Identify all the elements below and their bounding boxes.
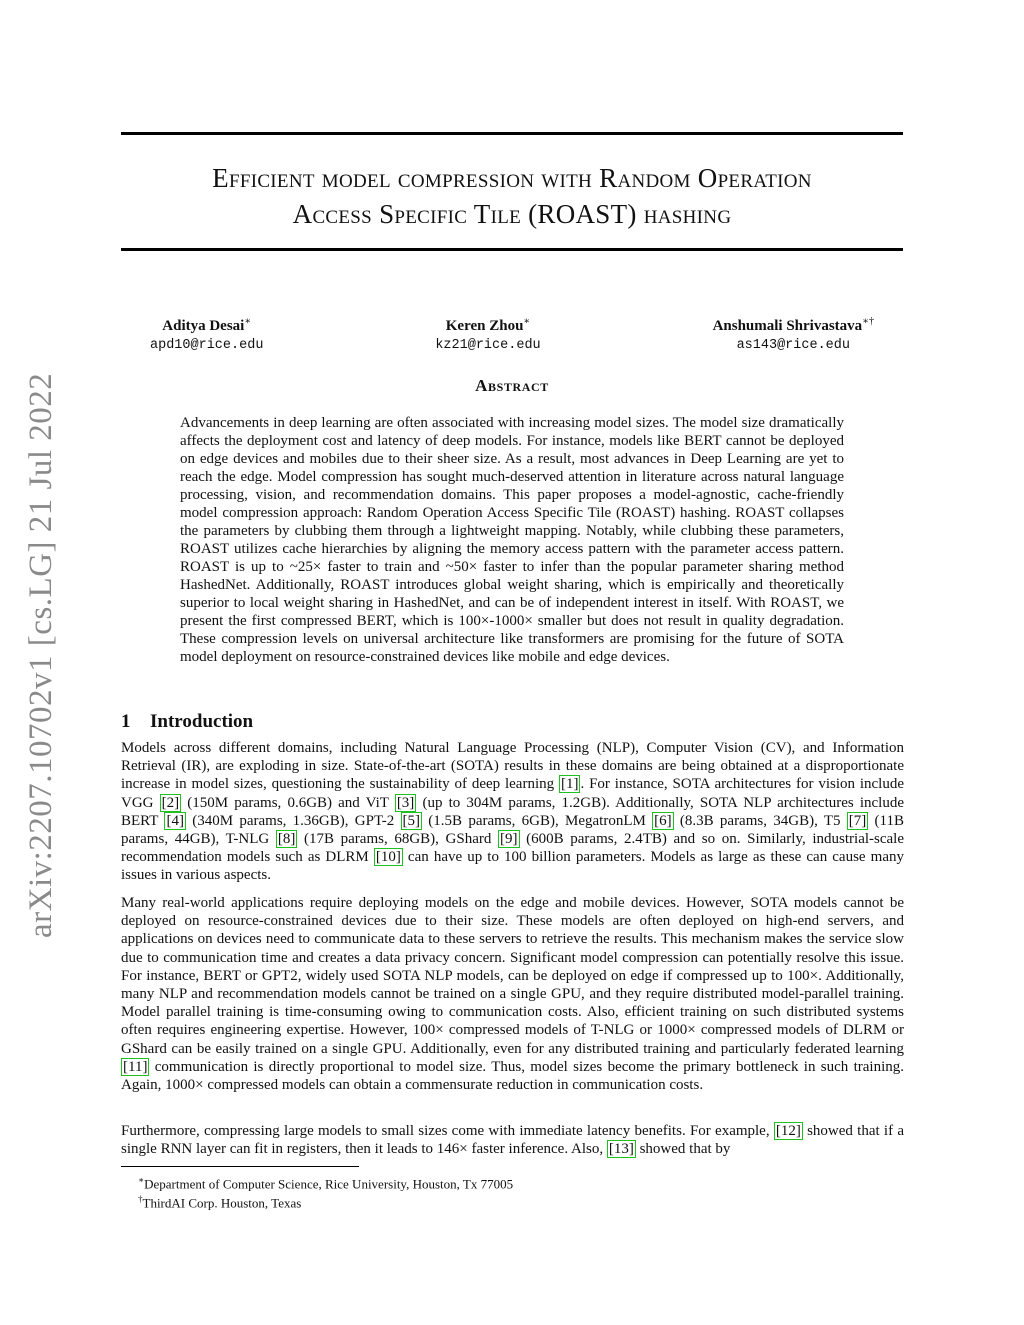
- citation-link[interactable]: [7]: [848, 812, 867, 829]
- section-title: Introduction: [150, 711, 254, 732]
- text-span: Furthermore, compressing large models to small sizes come with immediate latency benefits. For example,: [121, 1123, 774, 1139]
- text-span: Models across different domains, including Natural Language Processing (NLP), Computer Vision (CV), and Information Retrieval (IR), are exploding in size. State-of-the-art (SOTA) results in these domains are being obtained at a disproportionate increase in model sizes, questioning the sustainability of deep learning: [121, 740, 904, 793]
- intro-paragraph-1: [121, 739, 904, 885]
- citation-link[interactable]: [5]: [402, 812, 421, 829]
- footnote-rule: [121, 1166, 359, 1167]
- section-heading-introduction: [121, 711, 253, 733]
- text-span: (150M params, 0.6GB) and ViT: [181, 794, 395, 811]
- citation-link[interactable]: [12]: [775, 1123, 801, 1139]
- citation-link[interactable]: [8]: [277, 831, 296, 848]
- citation-link[interactable]: [6]: [654, 812, 672, 829]
- paper-title: [121, 160, 903, 232]
- footnote-affiliation-1: [138, 1172, 513, 1192]
- footnote-text: ThirdAI Corp. Houston, Texas: [142, 1195, 302, 1211]
- title-bottom-rule: [121, 248, 903, 251]
- citation-link[interactable]: [4]: [166, 812, 184, 829]
- title-line-1: Efficient model compression with Random Operation: [212, 163, 812, 193]
- author-mark: ∗†: [862, 316, 874, 327]
- citation-link[interactable]: [2]: [161, 794, 180, 811]
- abstract-heading: Abstract: [475, 376, 549, 395]
- arxiv-identifier: arXiv:2207.10702v1 [cs.LG] 21 Jul 2022: [23, 372, 59, 938]
- author-email: as143@rice.edu: [736, 338, 850, 353]
- intro-paragraph-2: [121, 894, 904, 1094]
- text-span: (up to 304M params, 1.2GB). Additionally, SOTA NLP architectures include BERT: [121, 794, 905, 829]
- text-span: (1.5B params, 6GB), MegatronLM: [422, 812, 653, 829]
- text-span: (600B params, 2.4TB) and so on. Similarly, industrial-scale recommendation models such as DLRM: [121, 831, 904, 866]
- title-line-2: Access Specific Tile (ROAST) hashing: [292, 199, 732, 229]
- text-span: . For instance, SOTA architectures for vision include VGG: [121, 776, 904, 811]
- citation-link[interactable]: [10]: [375, 849, 401, 866]
- abstract-body: Advancements in deep learning are often associated with increasing model sizes. The model size dramatically affects the deployment cost and latency of deep models. For instance, models like BERT cannot be deployed on edge devices and mobiles due to their sheer size. As a result, most advances in Deep Learning are yet to reach the edge. Model compression has sought much-deserved attention in literature across natural language processing, vision, and recommendation domains. This paper proposes a model-agnostic, cache-friendly model compression approach: Random Operation Access Specific Tile (ROAST) hashing. ROAST collapses the parameters by clubbing them through a lightweight mapping. Notably, while clubbing these parameters, ROAST utilizes cache hierarchies by aligning the memory access pattern with the parameter access pattern. ROAST is up to ~25× faster to train and ~50× faster to infer than the popular parameter sharing method HashedNet. Additionally, ROAST introduces global weight sharing, which is empirically and theoretically superior to local weight sharing in HashedNet, and can be of independent interest in itself. With ROAST, we present the first compressed BERT, which is 100×-1000× smaller but does not result in quality degradation. These compression levels on universal architecture like transformers are promising for the future of SOTA model deployment on resource-constrained devices like mobile and edge devices.: [180, 415, 844, 665]
- text-span: Many real-world applications require deploying models on the edge and mobile devices. However, SOTA models cannot be deployed on resource-constrained devices due to their size. These models are often deployed on high-end servers, and applications on devices need to communicate data to these servers to retrieve the results. This mechanism makes the service slow due to communication time and creates a data privacy concern. Significant model compression can potentially resolve this issue. For instance, BERT or GPT2, widely used SOTA NLP models, can be deployed on edge if compressed up to 100×. Additionally, many NLP and recommendation models cannot be trained on a single GPU, and they require distributed model-parallel training. Model parallel training is time-consuming owing to communication costs. Also, efficient training on such distributed systems often requires engineering expertise. However, 100× compressed models of T-NLG or 1000× compressed models of DLRM or GShard can be easily trained on a single GPU. Additionally, even for any distributed training and particularly federated learning: [121, 895, 904, 1057]
- author-email: apd10@rice.edu: [150, 338, 264, 353]
- text-span: (340M params, 1.36GB), GPT-2: [185, 812, 401, 829]
- text-span: communication is directly proportional to model size. Thus, model sizes become the primary bottleneck in such training. Again, 1000× compressed models can obtain a commensurate reduction in communication costs.: [121, 1058, 904, 1094]
- section-number: 1: [121, 711, 131, 732]
- text-span: showed that by: [635, 1141, 731, 1158]
- footnote-mark: ∗: [138, 1175, 145, 1185]
- title-top-rule: [121, 132, 903, 135]
- citation-link[interactable]: [3]: [396, 794, 415, 811]
- intro-paragraph-3: [121, 1122, 904, 1158]
- author-name: Keren Zhou: [445, 318, 524, 334]
- text-span: showed that if a single RNN layer can fit in registers, then it leads to 146× faster inference. Also,: [121, 1123, 904, 1158]
- author-2: [435, 312, 540, 355]
- footnote-mark: †: [138, 1194, 143, 1204]
- author-mark: ∗: [523, 316, 531, 327]
- citation-link[interactable]: [9]: [500, 831, 518, 848]
- citation-link[interactable]: [1]: [560, 776, 579, 793]
- citation-link[interactable]: [11]: [123, 1058, 148, 1075]
- text-span: can have up to 100 billion parameters. Models as large as these can cause many issues in various aspects.: [121, 849, 904, 884]
- author-mark: ∗: [244, 316, 252, 327]
- text-span: (11B params, 44GB), T-NLG: [121, 812, 904, 848]
- author-1: [150, 312, 263, 355]
- footnote-text: Department of Computer Science, Rice University, Houston, Tx 77005: [144, 1176, 514, 1192]
- author-email: kz21@rice.edu: [435, 338, 541, 353]
- author-list: [150, 312, 874, 355]
- citation-link[interactable]: [13]: [608, 1141, 634, 1158]
- text-span: (17B params, 68GB), GShard: [297, 831, 498, 848]
- author-name: Anshumali Shrivastava: [712, 318, 863, 334]
- author-3: [713, 312, 874, 355]
- footnote-affiliation-2: [138, 1191, 301, 1211]
- author-name: Aditya Desai: [162, 318, 245, 334]
- text-span: (8.3B params, 34GB), T5: [673, 812, 847, 829]
